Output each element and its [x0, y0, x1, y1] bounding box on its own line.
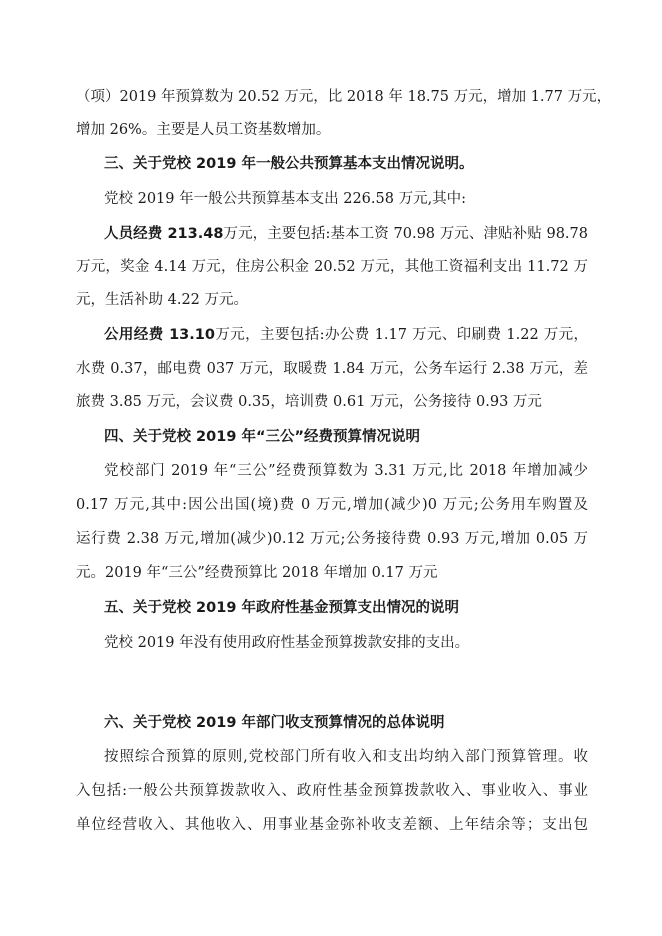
public-expense-label: 公用经费 13.10	[104, 327, 215, 343]
section-heading: 五、关于党校 2019 年政府性基金预算支出情况的说明	[104, 600, 459, 616]
paragraph-line	[104, 224, 588, 244]
paragraph-line	[104, 325, 588, 345]
paragraph-line: 党校部门 2019 年“三公”经费预算数为 3.31 万元,比 2018 年增加减少	[104, 463, 588, 479]
section-heading: 四、关于党校 2019 年“三公”经费预算情况说明	[104, 429, 421, 445]
paragraph-line: 党校 2019 年没有使用政府性基金预算拨款安排的支出。	[104, 635, 470, 651]
personnel-expense-label: 人员经费 213.48	[104, 226, 224, 242]
paragraph-line: （项）2019 年预算数为 20.52 万元，比 2018 年 18.75 万元，增加 1.77 万元，	[76, 89, 612, 105]
section-heading: 六、关于党校 2019 年部门收支预算情况的总体说明	[104, 715, 445, 731]
paragraph-line: 元。2019 年“三公”经费预算比 2018 年增加 0.17 万元	[76, 565, 438, 581]
paragraph-line: 0.17 万元,其中:因公出国(境)费 0 万元,增加(减少)0 万元;公务用车购置及	[76, 497, 588, 513]
section-heading: 三、关于党校 2019 年一般公共预算基本支出情况说明。	[104, 156, 474, 172]
paragraph-line: 党校 2019 年一般公共预算基本支出 226.58 万元,其中:	[104, 191, 467, 207]
paragraph-line: 按照综合预算的原则,党校部门所有收入和支出均纳入部门预算管理。收	[104, 749, 588, 765]
paragraph-line: 运行费 2.38 万元,增加(减少)0.12 万元;公务接待费 0.93 万元,增加 0.05 万	[76, 531, 588, 547]
paragraph-line: 水费 0.37，邮电费 037 万元，取暖费 1.84 万元，公务车运行 2.38 万元，差	[76, 361, 588, 377]
paragraph-line: 旅费 3.85 万元，会议费 0.35，培训费 0.61 万元，公务接待 0.93 万元	[76, 394, 542, 410]
paragraph-line: 单位经营收入、其他收入、用事业基金弥补收支差额、上年结余等；支出包	[76, 817, 588, 833]
paragraph-line: 增加 26%。主要是人员工资基数增加。	[76, 122, 331, 138]
paragraph-line: 万元，奖金 4.14 万元，住房公积金 20.52 万元，其他工资福利支出 11.72 万	[76, 259, 588, 275]
paragraph-text: 万元，主要包括:办公费 1.17 万元、印刷费 1.22 万元，	[214, 327, 589, 343]
paragraph-text: 万元，主要包括:基本工资 70.98 万元、津贴补贴 98.78	[223, 226, 588, 242]
paragraph-line: 入包括:一般公共预算拨款收入、政府性基金预算拨款收入、事业收入、事业	[76, 783, 588, 799]
paragraph-line: 元，生活补助 4.22 万元。	[76, 292, 249, 308]
